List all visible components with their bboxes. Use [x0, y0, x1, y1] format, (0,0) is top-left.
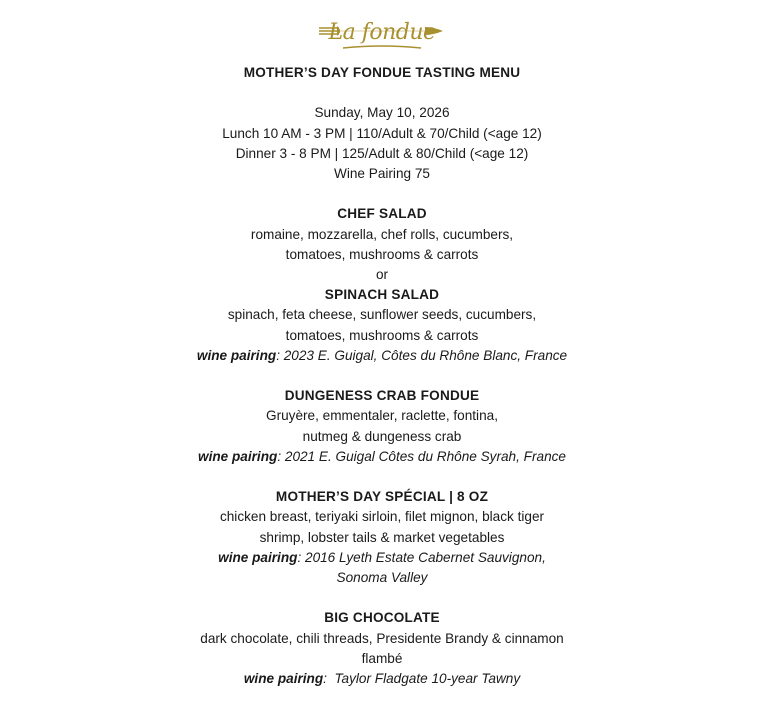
special-wine-pairing [0, 548, 764, 568]
salad-wine-pairing [0, 346, 764, 366]
event-date: Sunday, May 10, 2026 [314, 105, 450, 121]
spinach-salad-desc-1: spinach, feta cheese, sunflower seeds, cucumbers, [227, 307, 537, 323]
chocolate-desc-1: dark chocolate, chili threads, Presidente Brandy & cinnamon [200, 630, 564, 646]
spinach-salad-desc-2: tomatoes, mushrooms & carrots [285, 327, 479, 343]
logo-wordmark: La fondue [328, 20, 436, 45]
chocolate-wine-pairing [0, 669, 764, 689]
special-desc-1: chicken breast, teriyaki sirloin, filet mignon, black tiger [219, 509, 545, 525]
lunch-info: Lunch 10 AM - 3 PM | 110/Adult & 70/Child (<age 12) [222, 125, 542, 141]
chef-salad-desc-1: romaine, mozzarella, chef rolls, cucumbers, [250, 226, 514, 242]
crab-fondue-desc-1: Gruyère, emmentaler, raclette, fontina, [266, 408, 498, 424]
special-heading: MOTHER’S DAY SPÉCIAL | 8 OZ [275, 489, 489, 505]
wine-pairing-label: wine pairing [196, 347, 277, 363]
wine-pairing-text: : 2016 Lyeth Estate Cabernet Sauvignon, [297, 549, 546, 565]
crab-fondue-desc-2: nutmeg & dungeness crab [302, 428, 462, 444]
wine-pairing-text: : 2021 E. Guigal Côtes du Rhône Syrah, France [277, 448, 566, 464]
la-fondue-logo [317, 14, 447, 54]
wine-pairing-label: wine pairing [198, 448, 278, 464]
wine-pairing-text: : Taylor Fladgate 10-year Tawny [323, 671, 521, 687]
spinach-salad-heading: SPINACH SALAD [324, 287, 440, 303]
crab-fondue-heading: DUNGENESS CRAB FONDUE [284, 388, 480, 404]
salad-or: or [375, 267, 389, 282]
wine-pairing-label: wine pairing [243, 671, 324, 687]
special-wine-pairing-cont: Sonoma Valley [336, 570, 428, 586]
chocolate-desc-2: flambé [361, 650, 403, 666]
wine-pairing-text: : 2023 E. Guigal, Côtes du Rhône Blanc, France [276, 347, 568, 363]
chef-salad-heading: CHEF SALAD [337, 206, 427, 222]
special-desc-2: shrimp, lobster tails & market vegetables [259, 529, 505, 545]
wine-pairing-price: Wine Pairing 75 [334, 166, 430, 181]
wine-pairing-label: wine pairing [218, 549, 298, 565]
dinner-info: Dinner 3 - 8 PM | 125/Adult & 80/Child (<age 12) [235, 145, 529, 161]
logo-container [0, 14, 764, 54]
tasting-menu [0, 63, 764, 689]
menu-title: MOTHER’S DAY FONDUE TASTING MENU [243, 65, 521, 80]
chocolate-heading: BIG CHOCOLATE [324, 610, 440, 626]
crab-wine-pairing [0, 447, 764, 467]
chef-salad-desc-2: tomatoes, mushrooms & carrots [285, 246, 479, 262]
